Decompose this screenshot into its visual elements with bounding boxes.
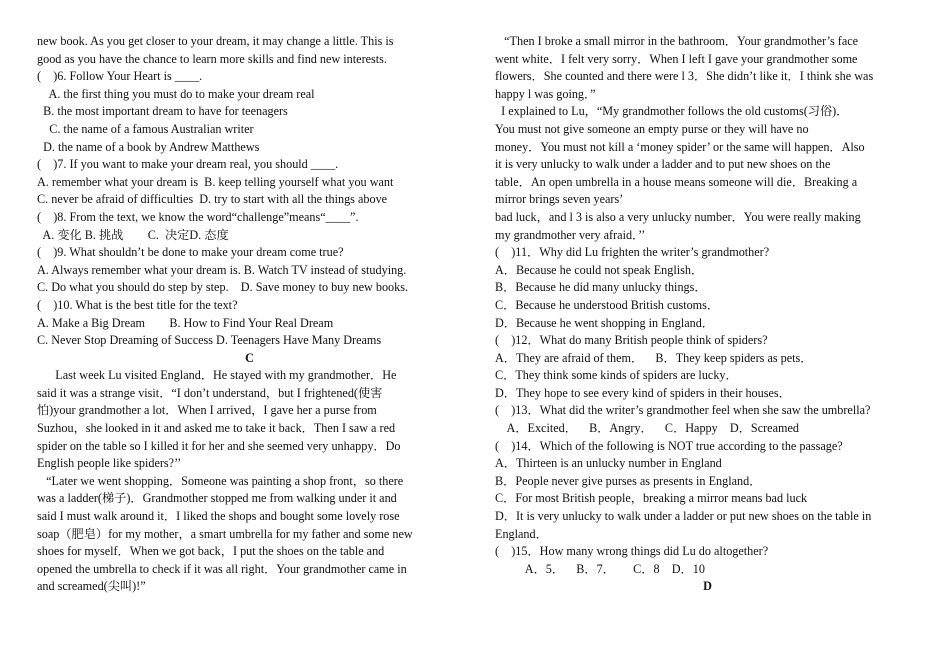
right-line: table．An open umbrella in a house means someone will die．Breaking a bbox=[495, 174, 858, 189]
right-line: money．You must not kill a ‘money spider’ or the same will happen．Also bbox=[495, 139, 865, 154]
left-line: Suzhou，she looked in it and asked me to take it back．Then I saw a red bbox=[37, 421, 396, 436]
left-line: C. Do what you should do step by step. D. Save money to buy new books. bbox=[37, 280, 409, 295]
left-line: good as you have the chance to learn more skills and find new interests. bbox=[37, 51, 387, 66]
left-line: C bbox=[245, 350, 254, 365]
right-line: I explained to Lu，“My grandmother follows the old customs(习俗)． bbox=[495, 104, 849, 119]
left-line: A. Make a Big Dream B. How to Find Your Real Dream bbox=[37, 315, 334, 330]
right-line: ( )13．What did the writer’s grandmother feel when she saw the umbrella? bbox=[495, 403, 871, 418]
left-line: A. remember what your dream is B. keep telling yourself what you want bbox=[37, 174, 394, 189]
right-line: it is very unlucky to walk under a ladder and to put new shoes on the bbox=[495, 157, 831, 172]
right-column bbox=[495, 33, 920, 596]
right-line: A．They are afraid of them． B．They keep spiders as pets． bbox=[495, 350, 813, 365]
right-line: ( )11．Why did Lu frighten the writer’s grandmother? bbox=[495, 245, 770, 260]
left-line: C. never be afraid of difficulties D. try to start with all the things above bbox=[37, 192, 388, 207]
right-line: A．5． B．7． C．8 D．10 bbox=[495, 561, 705, 576]
right-line: D．They hope to see every kind of spiders in their houses． bbox=[495, 385, 791, 400]
right-line: A．Because he could not speak English． bbox=[495, 262, 704, 277]
right-line: flowers．She counted and there were l 3．She didn’t like it．I think she was bbox=[495, 69, 874, 84]
right-line: ( )14．Which of the following is NOT true according to the passage? bbox=[495, 438, 843, 453]
left-line: C. Never Stop Dreaming of Success D. Teenagers Have Many Dreams bbox=[37, 333, 382, 348]
left-line: said I must walk around it．I liked the shops and bought some lovely rose bbox=[37, 509, 400, 524]
left-line: ( )8. From the text, we know the word“challenge”means“____”. bbox=[37, 209, 359, 224]
left-line: Last week Lu visited England．He stayed with my grandmother．He bbox=[37, 368, 397, 383]
right-line: mirror brings seven years’ bbox=[495, 192, 624, 207]
left-line: ( )7. If you want to make your dream real, you should ____. bbox=[37, 157, 339, 172]
left-line: said it was a strange visit．“I don’t understand，but I frightened(使害 bbox=[37, 385, 383, 400]
left-line: D. the name of a book by Andrew Matthews bbox=[37, 139, 260, 154]
right-line: bad luck，and l 3 is also a very unlucky number．You were really making bbox=[495, 209, 861, 224]
left-line: A. 变化 B. 挑战 C. 决定D. 态度 bbox=[37, 227, 229, 242]
right-line: England． bbox=[495, 526, 548, 541]
right-line: went white．I felt very sorry．When I left I gave your grandmother some bbox=[495, 51, 858, 66]
right-line: A．Thirteen is an unlucky number in England bbox=[495, 456, 722, 471]
right-line: ( )12．What do many British people think of spiders? bbox=[495, 333, 768, 348]
right-line: my grandmother very afraid．’’ bbox=[495, 227, 646, 242]
left-line: ( )6. Follow Your Heart is ____. bbox=[37, 69, 203, 84]
right-line: C．Because he understood British customs． bbox=[495, 297, 720, 312]
right-line: D bbox=[703, 579, 712, 594]
left-line: English people like spiders?’’ bbox=[37, 456, 182, 471]
right-line: B．Because he did many unlucky things． bbox=[495, 280, 707, 295]
right-line: C．For most British people，breaking a mirror means bad luck bbox=[495, 491, 808, 506]
left-line: was a ladder(梯子)．Grandmother stopped me from walking under it and bbox=[37, 491, 397, 506]
left-line: ( )10. What is the best title for the text? bbox=[37, 297, 238, 312]
left-line: 怕)your grandmother a lot．When I arrived，I gave her a purse from bbox=[37, 403, 377, 418]
left-line: shoes for myself．When we got back，I put the shoes on the table and bbox=[37, 544, 385, 559]
left-line: and screamed(尖叫)!” bbox=[37, 579, 146, 594]
left-line: B. the most important dream to have for teenagers bbox=[37, 104, 288, 119]
left-line: A. Always remember what your dream is. B. Watch TV instead of studying. bbox=[37, 262, 407, 277]
left-line: A. the first thing you must do to make your dream real bbox=[37, 86, 315, 101]
right-line: A．Excited． B．Angry． C．Happy D．Screamed bbox=[495, 421, 799, 436]
left-line: ( )9. What shouldn’t be done to make your dream come true? bbox=[37, 245, 344, 260]
right-line: C．They think some kinds of spiders are lucky． bbox=[495, 368, 738, 383]
left-line: “Later we went shopping．Someone was painting a shop front，so there bbox=[37, 473, 404, 488]
left-column bbox=[37, 33, 462, 596]
left-line: C. the name of a famous Australian writer bbox=[37, 121, 254, 136]
right-line: ( )15．How many wrong things did Lu do altogether? bbox=[495, 544, 769, 559]
right-line: D．Because he went shopping in England． bbox=[495, 315, 714, 330]
right-line: B．People never give purses as presents in England． bbox=[495, 473, 762, 488]
right-line: happy l was going．” bbox=[495, 86, 596, 101]
left-line: new book. As you get closer to your dream, it may change a little. This is bbox=[37, 34, 394, 48]
left-line: spider on the table so I killed it for her and she seemed very unhappy．Do bbox=[37, 438, 401, 453]
right-line: “Then I broke a small mirror in the bathroom．Your grandmother’s face bbox=[495, 34, 859, 48]
left-line: soap（肥皂）for my mother，a smart umbrella for my father and some new bbox=[37, 526, 413, 541]
right-line: You must not give someone an empty purse or they will have no bbox=[495, 121, 809, 136]
left-line: opened the umbrella to check if it was all right．Your grandmother came in bbox=[37, 561, 407, 576]
right-line: D．It is very unlucky to walk under a ladder or put new shoes on the table in bbox=[495, 509, 872, 524]
